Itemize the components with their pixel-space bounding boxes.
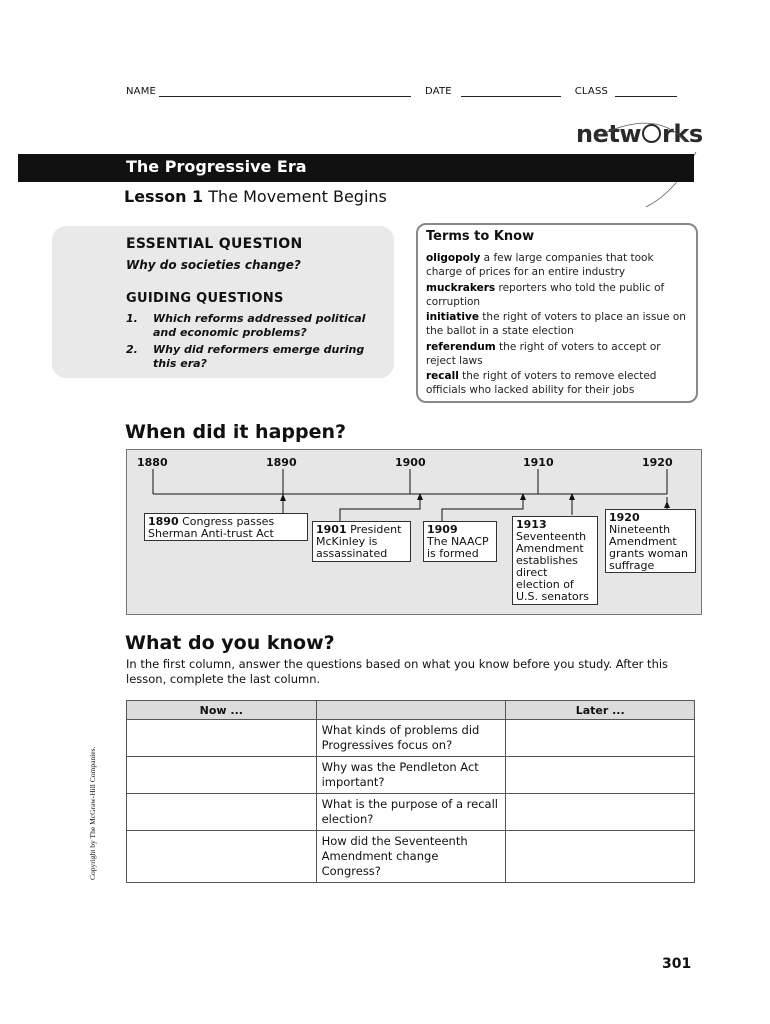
timeline-year: 1920 xyxy=(642,456,673,469)
guiding-question: 1. Which reforms addressed political and economic problems? xyxy=(126,312,366,339)
copyright-notice: Copyright by The McGraw-Hill Companies. xyxy=(88,746,97,880)
page-number: 301 xyxy=(662,956,692,972)
lesson-name: The Movement Begins xyxy=(208,187,387,206)
table-row xyxy=(127,720,695,757)
know-table-header xyxy=(127,701,695,720)
know-instructions: In the first column, answer the questions based on what you know before you study. After this lesson, complete the last column. xyxy=(126,657,669,686)
timeline-event-card: 1901 President McKinley is assassinated xyxy=(312,521,411,562)
question-cell: What kinds of problems did Progressives focus on? xyxy=(316,720,506,757)
timeline-event-card: 1890 Congress passes Sherman Anti-trust Act xyxy=(144,513,308,541)
term-entry: muckrakers reporters who told the public of corruption xyxy=(426,282,665,308)
timeline-event-card: 1913 Seventeenth Amendment establishes direct election of U.S. senators xyxy=(512,516,598,605)
timeline-year: 1900 xyxy=(395,456,426,469)
question-cell: What is the purpose of a recall election? xyxy=(316,794,506,831)
timeline-year: 1880 xyxy=(137,456,168,469)
essential-question: Why do societies change? xyxy=(126,258,301,272)
later-answer-cell[interactable] xyxy=(506,757,695,794)
date-label: DATE xyxy=(424,86,452,97)
title-bar xyxy=(18,154,694,182)
timeline-year: 1910 xyxy=(523,456,554,469)
timeline-event-card: 1920 Nineteenth Amendment grants woman suffrage xyxy=(605,509,696,573)
timeline-heading: When did it happen? xyxy=(125,421,347,443)
know-heading: What do you know? xyxy=(125,632,335,654)
timeline-event-card: 1909 The NAACP is formed xyxy=(423,521,497,562)
know-table xyxy=(126,700,695,883)
question-cell: How did the Seventeenth Amendment change Congress? xyxy=(316,831,506,883)
networks-logo: netw rks xyxy=(576,120,703,148)
lesson-number: Lesson 1 xyxy=(124,187,204,206)
table-row xyxy=(127,794,695,831)
later-answer-cell[interactable] xyxy=(506,720,695,757)
now-answer-cell[interactable] xyxy=(127,794,317,831)
header-fields xyxy=(126,86,677,97)
later-answer-cell[interactable] xyxy=(506,831,695,883)
now-answer-cell[interactable] xyxy=(127,757,317,794)
terms-heading: Terms to Know xyxy=(426,229,535,244)
column-header-question xyxy=(316,701,506,720)
guiding-question: 2. Why did reformers emerge during this era? xyxy=(126,343,365,370)
column-header-later: Later ... xyxy=(506,701,695,720)
question-cell: Why was the Pendleton Act important? xyxy=(316,757,506,794)
column-header-now: Now ... xyxy=(127,701,317,720)
class-label: CLASS xyxy=(574,86,609,97)
later-answer-cell[interactable] xyxy=(506,794,695,831)
term-entry: oligopoly a few large companies that took charge of prices for an entire industry xyxy=(426,252,654,278)
term-entry: recall the right of voters to remove elected officials who lacked ability for their jobs xyxy=(426,370,657,396)
now-answer-cell[interactable] xyxy=(127,831,317,883)
page-title: The Progressive Era xyxy=(126,157,307,176)
guiding-questions-heading: GUIDING QUESTIONS xyxy=(126,291,284,306)
term-entry: referendum the right of voters to accept or reject laws xyxy=(426,341,661,367)
now-answer-cell[interactable] xyxy=(127,720,317,757)
date-blank[interactable] xyxy=(461,86,561,97)
term-entry: initiative the right of voters to place an issue on the ballot in a state election xyxy=(426,311,686,337)
table-row xyxy=(127,757,695,794)
name-blank[interactable] xyxy=(159,86,411,97)
lesson-heading xyxy=(124,187,387,206)
essential-question-heading: ESSENTIAL QUESTION xyxy=(126,236,303,252)
name-label: NAME xyxy=(126,86,157,97)
timeline-year: 1890 xyxy=(266,456,297,469)
class-blank[interactable] xyxy=(615,86,677,97)
table-row xyxy=(127,831,695,883)
